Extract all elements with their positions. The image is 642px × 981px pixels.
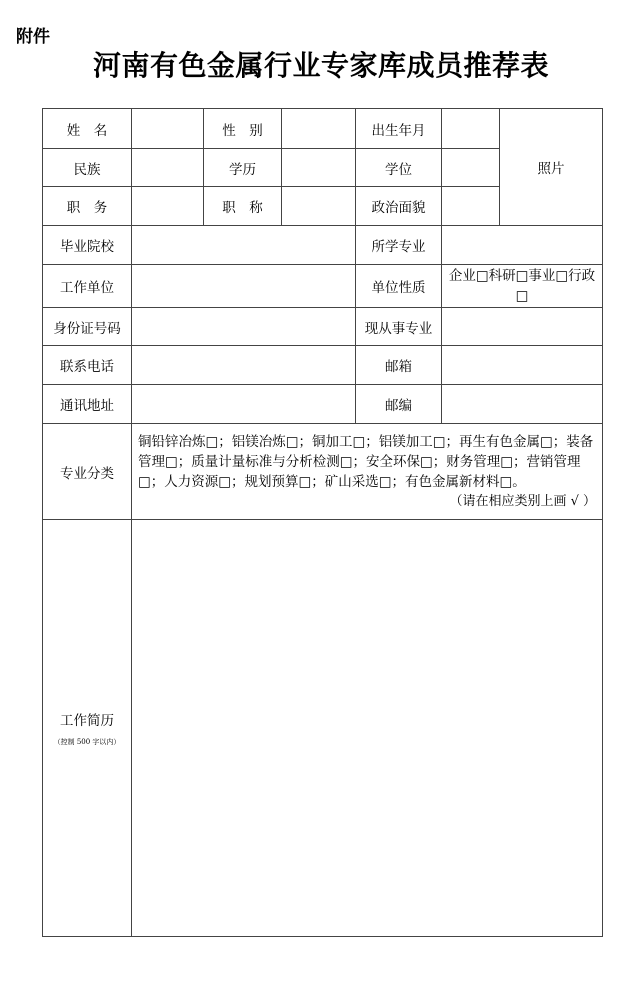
school-field[interactable]	[132, 226, 356, 265]
school-label: 毕业院校	[43, 226, 132, 265]
name-field[interactable]	[132, 109, 204, 149]
degree-field[interactable]	[442, 149, 500, 187]
political-field[interactable]	[442, 187, 500, 226]
political-label: 政治面貌	[356, 187, 442, 226]
work-history-label-cell	[43, 520, 132, 937]
attachment-label: 附件	[16, 27, 50, 47]
unit-nature-label: 单位性质	[356, 265, 442, 308]
position-label: 职 务	[43, 187, 132, 226]
id-field[interactable]	[132, 308, 356, 346]
email-field[interactable]	[442, 346, 603, 385]
category-options[interactable]: 铜铅锌冶炼□；铝镁冶炼□；铜加工□；铝镁加工□；再生有色金属□；装备管理□；质量计量标准与分析检测□；安全环保□；财务管理□；营销管理□；人力资源□；规划预算□；矿山采选□；有色金属新材料□。	[138, 433, 594, 490]
name-label: 姓 名	[43, 109, 132, 149]
postcode-label: 邮编	[356, 385, 442, 424]
ethnicity-field[interactable]	[132, 149, 204, 187]
address-label: 通讯地址	[43, 385, 132, 424]
category-label: 专业分类	[43, 424, 132, 520]
category-note: （请在相应类别上画 √ ）	[449, 493, 596, 509]
gender-field[interactable]	[282, 109, 356, 149]
education-field[interactable]	[282, 149, 356, 187]
title-label: 职 称	[204, 187, 282, 226]
phone-field[interactable]	[132, 346, 356, 385]
photo-box[interactable]: 照片	[500, 109, 603, 226]
recommendation-form	[42, 108, 603, 937]
current-field-label: 现从事专业	[356, 308, 442, 346]
birth-label: 出生年月	[356, 109, 442, 149]
major-label: 所学专业	[356, 226, 442, 265]
birth-field[interactable]	[442, 109, 500, 149]
work-history-note: （控制 500 字以内）	[53, 738, 121, 746]
degree-label: 学位	[356, 149, 442, 187]
work-history-label: 工作简历	[60, 713, 114, 729]
work-history-field[interactable]	[132, 520, 603, 937]
education-label: 学历	[204, 149, 282, 187]
title-field[interactable]	[282, 187, 356, 226]
email-label: 邮箱	[356, 346, 442, 385]
address-field[interactable]	[132, 385, 356, 424]
unit-nature-options[interactable]: 企业□科研□事业□行政□	[442, 265, 603, 308]
employer-field[interactable]	[132, 265, 356, 308]
major-field[interactable]	[442, 226, 603, 265]
position-field[interactable]	[132, 187, 204, 226]
category-options-cell[interactable]	[132, 424, 603, 520]
employer-label: 工作单位	[43, 265, 132, 308]
phone-label: 联系电话	[43, 346, 132, 385]
ethnicity-label: 民族	[43, 149, 132, 187]
gender-label: 性 别	[204, 109, 282, 149]
id-label: 身份证号码	[43, 308, 132, 346]
postcode-field[interactable]	[442, 385, 603, 424]
form-title: 河南有色金属行业专家库成员推荐表	[92, 49, 549, 82]
current-field-input[interactable]	[442, 308, 603, 346]
